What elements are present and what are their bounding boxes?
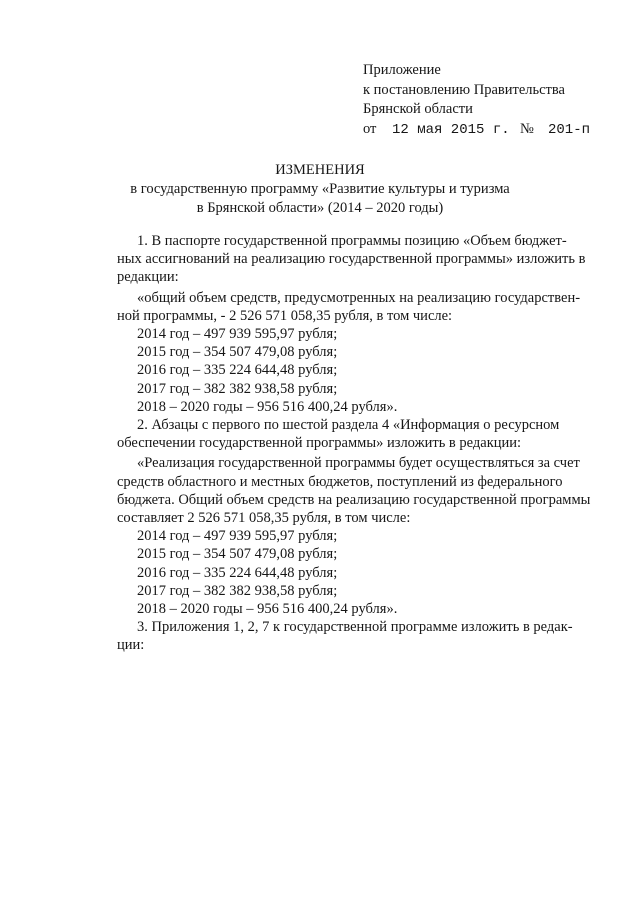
section1-year-2017: 2017 год – 382 382 938,58 рубля; bbox=[137, 380, 338, 397]
section1-year-2015: 2015 год – 354 507 479,08 рубля; bbox=[137, 344, 338, 361]
section2-line: 2. Абзацы с первого по шестой раздела 4 «Информация о ресурсном bbox=[137, 417, 560, 434]
document-body bbox=[117, 232, 599, 655]
section2-years-2018-2020: 2018 – 2020 годы – 956 516 400,24 рубля». bbox=[137, 601, 398, 618]
section1-year-2016: 2016 год – 335 224 644,48 рубля; bbox=[137, 362, 338, 379]
decree-date: 12 мая 2015 г. bbox=[392, 121, 510, 138]
document-title bbox=[0, 161, 640, 218]
decree-date-number bbox=[363, 120, 633, 140]
appendix-title: Приложение bbox=[363, 62, 441, 78]
section1-quote-line: «общий объем средств, предусмотренных на реализацию государствен- bbox=[137, 289, 581, 306]
section2-year-2014: 2014 год – 497 939 595,97 рубля; bbox=[137, 528, 338, 545]
section2-quote-line: составляет 2 526 571 058,35 рубля, в том числе: bbox=[117, 510, 411, 527]
section1-years-2018-2020: 2018 – 2020 годы – 956 516 400,24 рубля». bbox=[137, 398, 398, 415]
section2-year-2017: 2017 год – 382 382 938,58 рубля; bbox=[137, 582, 338, 599]
section1-year-2014: 2014 год – 497 939 595,97 рубля; bbox=[137, 326, 338, 343]
section2-line: обеспечении государственной программы» изложить в редакции: bbox=[117, 435, 522, 452]
decree-from-label: от bbox=[363, 120, 377, 137]
section2-quote-line: средств областного и местных бюджетов, поступлений из федерального bbox=[117, 473, 563, 490]
decree-number-sign: № bbox=[520, 120, 534, 137]
section1-quote-line: ной программы, - 2 526 571 058,35 рубля, в том числе: bbox=[117, 307, 453, 324]
title-heading: ИЗМЕНЕНИЯ bbox=[275, 162, 365, 178]
section2-year-2015: 2015 год – 354 507 479,08 рубля; bbox=[137, 546, 338, 563]
section2-quote-line: бюджета. Общий объем средств на реализацию государственной программы bbox=[117, 491, 591, 508]
appendix-region: Брянской области bbox=[363, 101, 473, 117]
section1-line: редакции: bbox=[117, 269, 179, 286]
title-subtitle-line2: в Брянской области» (2014 – 2020 годы) bbox=[196, 200, 444, 216]
section3-line: 3. Приложения 1, 2, 7 к государственной программе изложить в редак- bbox=[137, 619, 573, 636]
decree-number: 201-п bbox=[548, 121, 591, 138]
section1-line: ных ассигнований на реализацию государственной программы» изложить в bbox=[117, 251, 586, 268]
section2-year-2016: 2016 год – 335 224 644,48 рубля; bbox=[137, 564, 338, 581]
title-subtitle-line1: в государственную программу «Развитие культуры и туризма bbox=[130, 181, 510, 197]
section3-line: ции: bbox=[117, 637, 145, 654]
section1-line: 1. В паспорте государственной программы позицию «Объем бюджет- bbox=[137, 233, 567, 249]
section2-quote-line: «Реализация государственной программы будет осуществляться за счет bbox=[137, 455, 580, 472]
appendix-to-decree: к постановлению Правительства bbox=[363, 81, 565, 98]
appendix-header bbox=[363, 61, 633, 140]
